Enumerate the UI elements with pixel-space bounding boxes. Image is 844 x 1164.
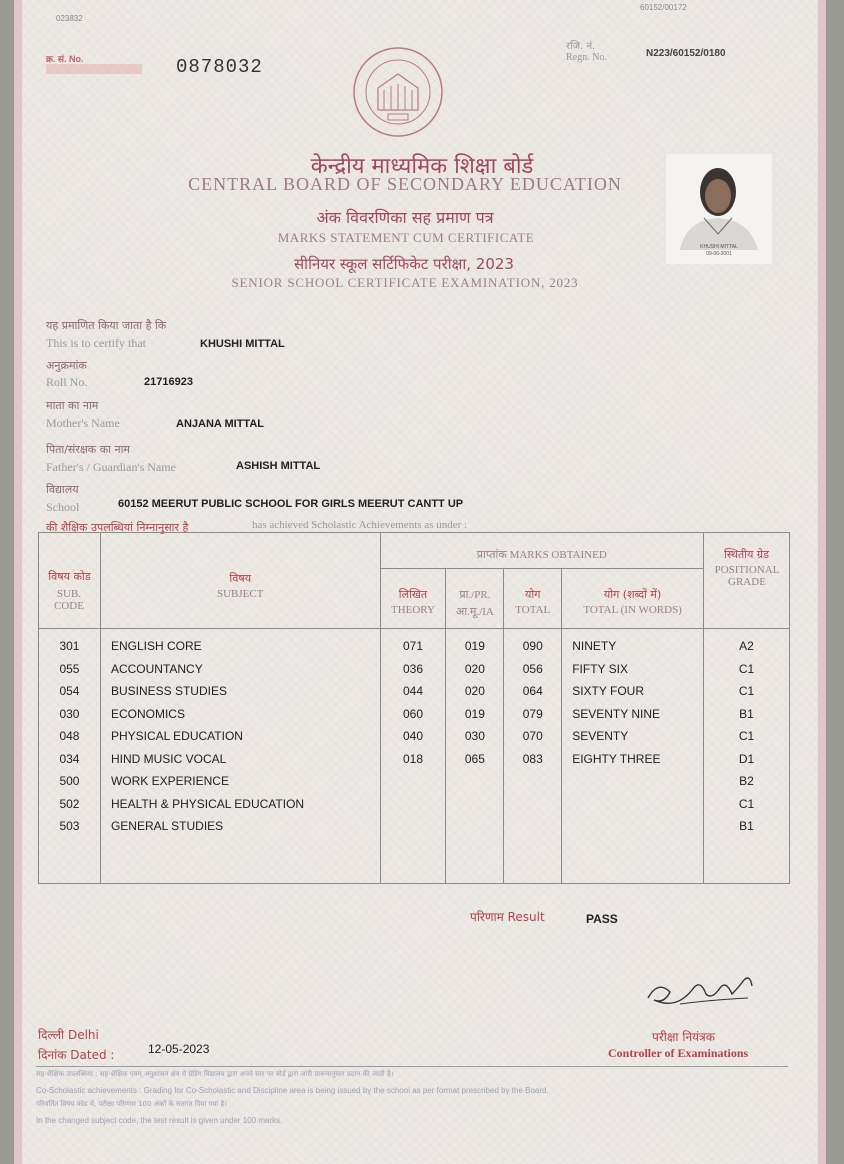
header-practical: प्रा./PR. आ.मू./IA [446,569,504,629]
footer-divider [36,1066,788,1067]
school-label-en: School [46,500,80,514]
photo-caption-name: KHUSHI MITTAL [700,244,738,250]
roll-label-en: Roll No. [46,375,88,389]
certify-label-en: This is to certify that [46,336,146,350]
column-codes [39,629,101,884]
positional-grade: C1 [738,684,755,698]
father-label-hi: पिता/संरक्षक का नाम [46,443,131,456]
header-marks-obtained: प्राप्तांक MARKS OBTAINED [380,533,703,569]
exam-title-en: SENIOR SCHOOL CERTIFICATE EXAMINATION, 2023 [231,275,579,290]
theory-mark [381,770,446,793]
total-in-words [572,815,703,838]
serial-number: 0878032 [176,56,263,78]
practical-mark [446,815,503,838]
practical-mark: 019 [464,639,485,653]
top-right-number: 60152/00172 [640,3,687,12]
header-total: योग TOTAL [504,569,562,629]
positional-grade: C1 [738,661,755,676]
candidate-photo [666,154,772,264]
total-in-words [572,793,703,816]
total-in-words: SEVENTY NINE [572,706,661,721]
date-value: 12-05-2023 [148,1042,210,1056]
practical-mark [446,770,503,793]
footnote-1-hi: सह-शैक्षिक उपलब्धियां : सह-शैक्षिक एवम् अनुशासन क्षेत्र में ग्रेडिंग विद्यालय द्वारा अपने स्तर पर बोर्ड द्वारा जारी प्रारूपानुसार प्रदान की जाती है। [36,1070,394,1078]
total-mark: 079 [522,706,543,721]
column-practical [446,629,504,884]
statement-title-hi: अंक विवरणिका सह प्रमाण पत्र [316,208,494,227]
total-in-words [572,770,703,793]
total-mark: 064 [522,684,543,698]
subject-name: HEALTH & PHYSICAL EDUCATION [110,796,305,811]
place: दिल्ली Delhi [38,1028,99,1042]
footnote-1-en: Co-Scholastic achievements : Grading for Co-Scholastic and Discipline area is being issued by the school as per format prescribed by the Board. [36,1086,549,1095]
total-in-words: SIXTY FOUR [572,684,644,698]
positional-grade: C1 [738,729,755,743]
total-in-words: FIFTY SIX [572,661,628,676]
exam-title-hi: सीनियर स्कूल सर्टिफिकेट परीक्षा, 2023 [294,255,514,273]
total-in-words: EIGHTY THREE [572,751,661,766]
board-title-en: CENTRAL BOARD OF SECONDARY EDUCATION [188,174,622,194]
header-subject: विषय SUBJECT [100,533,380,629]
regn-label-hi: रजि. नं. [566,41,596,52]
theory-mark: 060 [402,706,423,721]
total-mark: 070 [522,729,543,743]
positional-grade: B1 [739,819,754,833]
total-mark: 056 [522,661,543,676]
mother-label-hi: माता का नाम [46,399,99,412]
subject-code: 030 [59,706,80,721]
practical-mark: 019 [464,706,485,721]
school-name: 60152 MEERUT PUBLIC SCHOOL FOR GIRLS MEERUT CANTT UP [118,498,464,510]
theory-mark: 036 [402,661,423,676]
header-total-words: योग (शब्दों में) TOTAL (IN WORDS) [562,569,704,629]
subject-name: GENERAL STUDIES [110,819,224,833]
result-value: PASS [586,912,618,926]
theory-mark: 040 [402,729,423,743]
column-total [504,629,562,884]
header-sub-code: विषय कोड SUB. CODE [39,533,101,629]
subject-code: 034 [59,751,80,766]
column-subjects [100,629,380,884]
subject-name: HIND MUSIC VOCAL [110,751,227,766]
top-left-number: 023832 [56,14,83,23]
footnote-2-en: In the changed subject code, the test result is given under 100 marks. [36,1116,283,1125]
date-label: दिनांक Dated : [38,1048,115,1062]
subject-name: WORK EXPERIENCE [110,774,229,788]
practical-mark: 065 [464,751,485,766]
mother-name: ANJANA MITTAL [176,418,264,430]
subject-code: 054 [59,684,80,698]
positional-grade: A2 [739,639,754,653]
photo-caption-date: 09-06-2001 [706,251,732,257]
total-mark [504,793,561,816]
regn-label-en: Regn. No. [566,52,607,63]
subject-code: 055 [59,661,80,676]
subject-code: 500 [59,774,80,788]
total-in-words: SEVENTY [572,729,629,743]
positional-grade: B1 [739,706,754,721]
board-title-hi: केन्द्रीय माध्यमिक शिक्षा बोर्ड [310,154,534,179]
achieved-label-hi: की शैक्षिक उपलब्धियां निम्नानुसार है [46,521,189,534]
theory-mark [381,793,446,816]
controller-title-hi: परीक्षा नियंत्रक [652,1030,715,1044]
practical-mark: 020 [464,661,485,676]
subject-code: 503 [59,819,80,833]
roll-label-hi: अनुक्रमांक [46,359,87,372]
roll-number: 21716923 [144,376,193,388]
column-total-words [562,629,704,884]
statement-title-en: MARKS STATEMENT CUM CERTIFICATE [277,230,535,245]
controller-signature [640,970,760,1020]
column-grade [703,629,789,884]
positional-grade: D1 [738,751,755,766]
subject-name: ENGLISH CORE [110,639,202,653]
subject-name: BUSINESS STUDIES [110,684,227,698]
footnote-2-hi: परिवर्तित विषय कोड में, परीक्षा परिणाम 100 अंकों के सतगत दिया गया है। [36,1100,227,1108]
total-in-words: NINETY [572,639,617,653]
header-theory: लिखित THEORY [380,569,446,629]
total-mark: 090 [522,639,543,653]
total-mark [504,770,561,793]
subject-name: ACCOUNTANCY [110,661,203,676]
practical-mark: 030 [464,729,485,743]
total-mark: 083 [522,751,543,766]
regn-number: N223/60152/0180 [646,48,726,59]
total-mark [504,815,561,838]
certify-label-hi: यह प्रमाणित किया जाता है कि [46,319,167,332]
father-name: ASHISH MITTAL [236,460,321,472]
theory-mark [381,815,446,838]
serial-red-bar [46,64,142,74]
person-silhouette-icon [666,154,772,250]
cbse-emblem [350,40,446,142]
mother-label-en: Mother's Name [46,416,120,430]
father-label-en: Father's / Guardian's Name [46,460,176,474]
controller-title-en: Controller of Examinations [608,1046,749,1060]
subject-code: 301 [59,639,80,653]
positional-grade: B2 [739,774,754,788]
header-grade: स्थितीय ग्रेड POSITIONAL GRADE [703,533,789,629]
school-label-hi: विद्यालय [46,483,79,496]
subject-code: 048 [59,729,80,743]
positional-grade: C1 [738,796,755,811]
practical-mark [446,793,503,816]
subject-name: PHYSICAL EDUCATION [110,729,243,743]
result-label: परिणाम Result [470,910,545,924]
theory-mark: 044 [402,684,423,698]
achieved-label-en: has achieved Scholastic Achievements as under : [252,519,468,531]
serial-label: क्र. सं. No. [46,54,84,64]
subject-name: ECONOMICS [110,706,185,721]
theory-mark: 018 [402,751,423,766]
candidate-name: KHUSHI MITTAL [200,338,285,350]
practical-mark: 020 [464,684,485,698]
subject-code: 502 [59,796,80,811]
column-theory [380,629,446,884]
theory-mark: 071 [402,639,423,653]
marks-table [38,532,790,884]
